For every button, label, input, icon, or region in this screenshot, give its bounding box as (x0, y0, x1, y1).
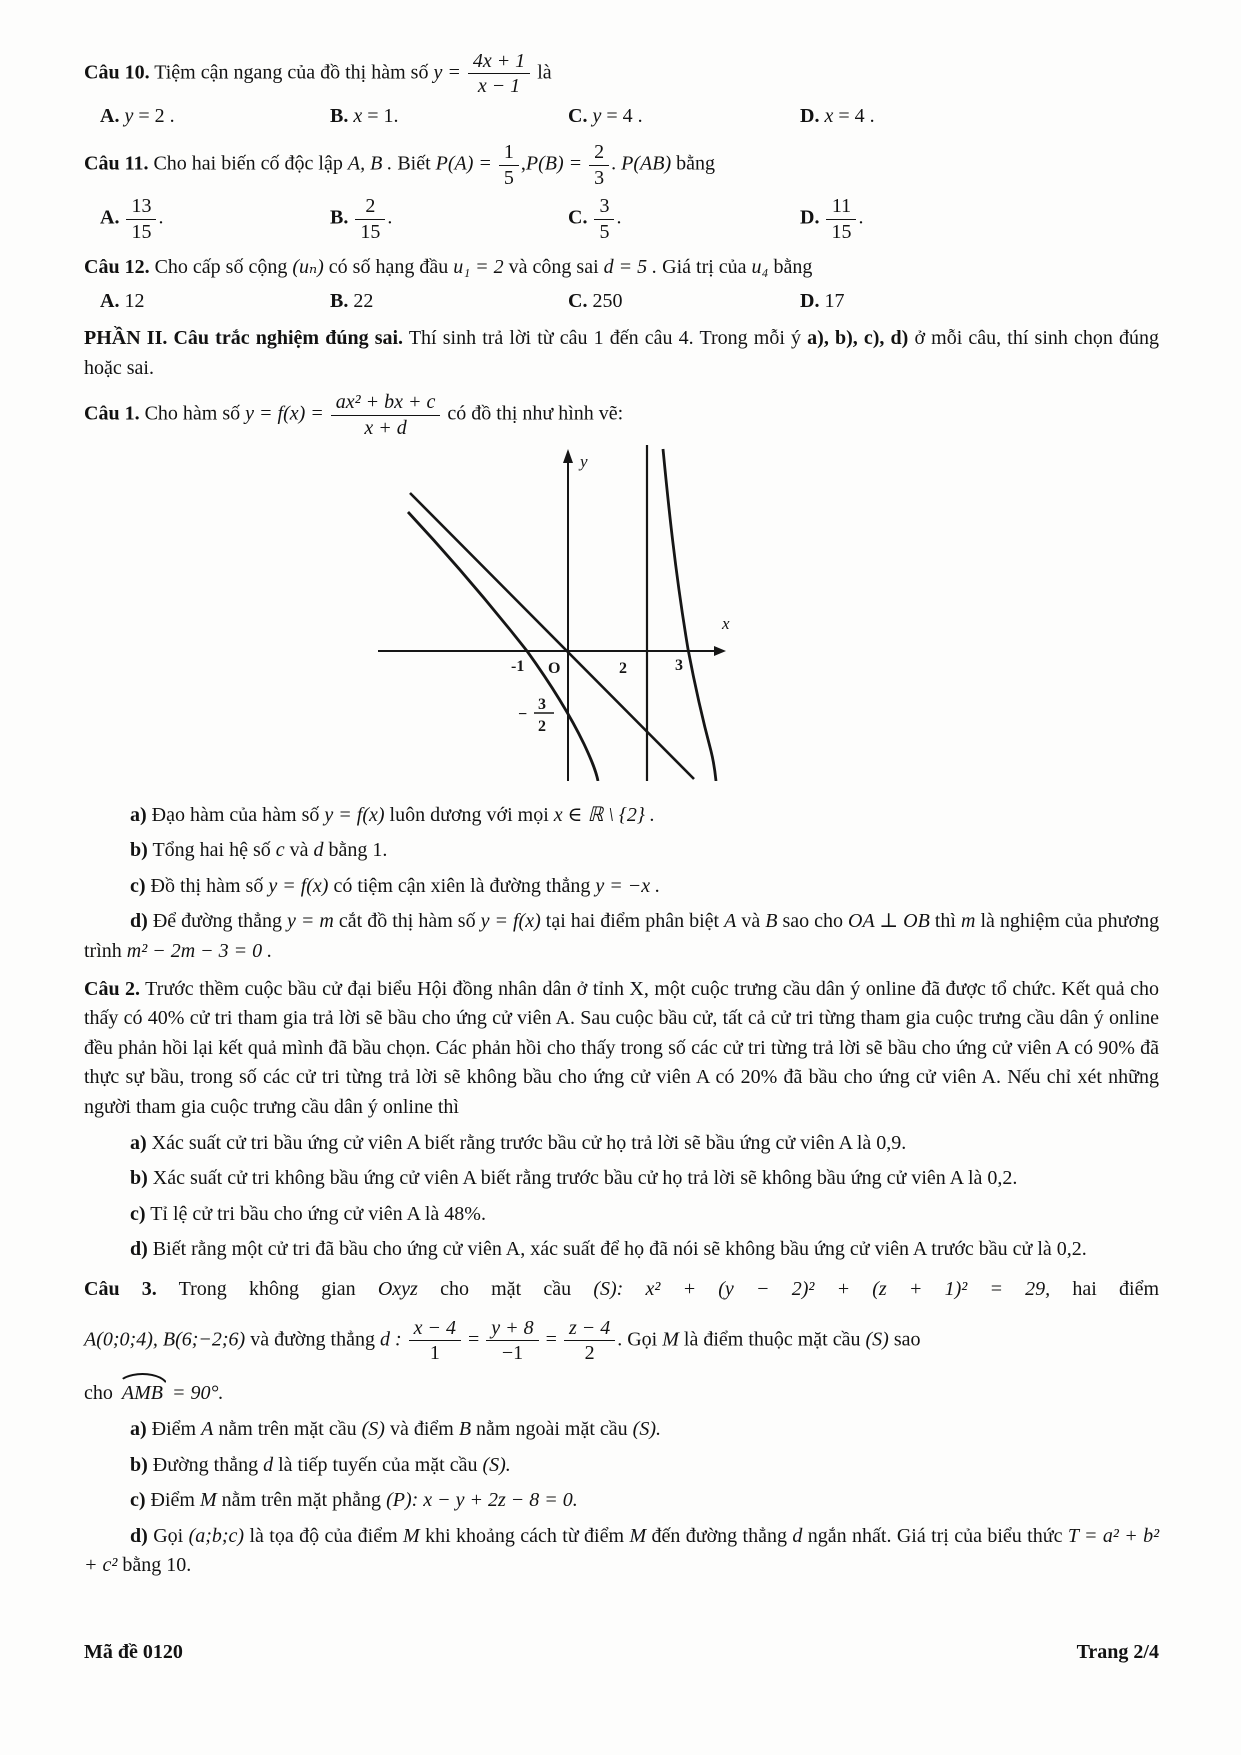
fraction-numerator: 2 (355, 195, 385, 219)
item-math: A (201, 1417, 214, 1440)
option-letter: B. (330, 206, 349, 229)
option-c (568, 287, 800, 317)
question-10 (84, 50, 1159, 98)
part2-question-1 (84, 391, 1159, 439)
period: . (387, 206, 393, 229)
math-fraction (562, 1317, 617, 1365)
fraction-denominator: 3 (594, 166, 605, 189)
fraction-denominator: 5 (599, 220, 610, 243)
part2-heading-bold: PHẦN II. Câu trắc nghiệm đúng sai. (84, 327, 404, 350)
y-axis-label: y (580, 452, 588, 472)
math-fraction (484, 1317, 540, 1365)
p2q1-text-2: có đồ thị như hình vẽ: (447, 402, 624, 425)
p2q1-item-b (84, 836, 1159, 866)
item-text: đến đường thẳng (651, 1524, 787, 1547)
question-12-label: Câu 12. (84, 255, 150, 278)
q10-text-1: Tiệm cận ngang của đồ thị hàm số (154, 61, 429, 84)
math-fraction (329, 391, 443, 439)
item-text: thì (934, 910, 956, 933)
item-text: ngắn nhất. Giá trị của biểu thức (807, 1524, 1063, 1547)
q12-math-4: u₄ (751, 255, 769, 278)
slant-asymptote-line (410, 493, 694, 779)
item-text: sao cho (782, 910, 844, 933)
p2q1-math-1: y = f(x) = (245, 402, 324, 425)
option-letter: A. (100, 104, 120, 127)
item-math: (S). (482, 1453, 511, 1476)
item-text: Xác suất cử tri không bầu ứng cử viên A biết rằng trước bầu cử họ trả lời sẽ không bầu ứng cử viên A là 0,2. (152, 1167, 1018, 1190)
y-axis-arrow-icon (563, 449, 573, 463)
item-math: d (263, 1453, 274, 1476)
y-tick-fraction-numerator: 3 (538, 696, 546, 714)
item-text: nằm ngoài mặt cầu (476, 1417, 628, 1440)
y-tick-minus-sign: − (518, 706, 528, 724)
item-math: d (792, 1524, 803, 1547)
item-math: (P): x − y + 2z − 8 = 0. (386, 1489, 578, 1512)
option-math: x (353, 104, 363, 127)
q11-text-1: Cho hai biến cố độc lập (153, 152, 343, 175)
fraction-numerator: 1 (499, 141, 519, 165)
item-math: T = a² + b² + c² (84, 1524, 1160, 1577)
fraction-denominator: 5 (503, 166, 514, 189)
item-text: bằng 1. (328, 839, 388, 862)
item-text: nằm trên mặt phẳng (221, 1489, 382, 1512)
item-math: M (199, 1489, 217, 1512)
item-label: c) (130, 874, 146, 897)
item-text: Gọi (153, 1524, 184, 1547)
option-b (330, 102, 568, 132)
fraction-numerator: 13 (126, 195, 156, 219)
p2q3-text-2: cho mặt cầu (440, 1278, 572, 1300)
item-math: M (403, 1524, 420, 1547)
item-text: và điểm (389, 1417, 454, 1440)
period: . (858, 206, 864, 229)
fraction-numerator: 2 (589, 141, 609, 165)
fraction-denominator: x + d (364, 416, 407, 439)
item-math: y = f(x) (324, 803, 385, 826)
period: . (611, 152, 617, 175)
q11-prob-b: P(B) = (525, 152, 583, 175)
p2q2-body: Trước thềm cuộc bầu cử đại biểu Hội đồng nhân dân ở tỉnh X, một cuộc trưng cầu dân ý online đã được tổ chức. Kết quả cho thấy có 40% cử tri tham gia trả lời sẽ bầu cho ứng cử viên A. Sau cuộc bầu cử, tất cả cử tri từng tham gia cuộc trưng cầu dân ý online đều phản hồi lại kết quả mình đã bầu chọn. Các phản hồi cho thấy trong số các cử tri từng trả lời sẽ bầu cho ứng cử viên A có 90% đã thực sự bầu, trong số các cử tri từng trả lời sẽ không bầu cho ứng cử viên A có 20% đã bầu cho ứng cử viên A. Nếu chỉ xét những người tham gia cuộc trưng cầu dân ý online thì (84, 977, 1159, 1119)
item-label: d) (130, 1524, 148, 1547)
question-11 (84, 141, 1159, 189)
option-math: x (824, 104, 834, 127)
option-a (100, 287, 330, 317)
fraction-numerator: 3 (594, 195, 614, 219)
p2q3-math-6: (S) (865, 1328, 889, 1351)
item-text: là tiếp tuyến của mặt cầu (278, 1453, 478, 1476)
item-math: m (961, 910, 976, 933)
p2q1-text-1: Cho hàm số (144, 402, 241, 425)
p2q3-math-5: M (662, 1328, 679, 1351)
item-text: Tỉ lệ cử tri bầu cho ứng cử viên A là 48%. (150, 1202, 486, 1225)
p2q2-item-a (84, 1129, 1159, 1159)
p2q2-item-d (84, 1235, 1159, 1265)
item-math: (a;b;c) (188, 1524, 245, 1547)
option-letter: B. (330, 289, 349, 312)
fraction-denominator: 15 (131, 220, 152, 243)
option-value: 12 (124, 289, 145, 312)
math-fraction (587, 141, 611, 189)
p2q3-text-5: Gọi (627, 1328, 658, 1351)
option-letter: A. (100, 289, 120, 312)
fraction-denominator: 15 (360, 220, 381, 243)
angle-arc-amb: AMB (118, 1376, 167, 1409)
fraction-numerator: x − 4 (409, 1317, 461, 1341)
part2-heading (84, 324, 1159, 383)
option-letter: B. (330, 104, 349, 127)
option-value: 17 (824, 289, 845, 312)
page-footer (84, 1638, 1159, 1668)
q12-text-3: và công sai (508, 255, 599, 278)
fraction-denominator: 15 (831, 220, 852, 243)
question-11-label: Câu 11. (84, 152, 149, 175)
option-letter: A. (100, 206, 120, 229)
option-value: = 4 . (838, 104, 875, 127)
fraction-denominator: 2 (584, 1341, 595, 1364)
option-value: 22 (353, 289, 374, 312)
option-letter: C. (568, 206, 588, 229)
option-c (568, 102, 800, 132)
option-value: = 1. (367, 104, 399, 127)
math-fraction (497, 141, 521, 189)
math-fraction (353, 195, 387, 243)
part2-question-3-line3 (84, 1376, 1159, 1409)
item-text: nằm trên mặt cầu (218, 1417, 357, 1440)
item-label: a) (130, 1417, 147, 1440)
item-text: khi khoảng cách từ điểm (425, 1524, 625, 1547)
item-math: y = m (287, 910, 334, 933)
item-label: a) (130, 803, 147, 826)
option-letter: C. (568, 104, 588, 127)
p2q1-item-d (84, 907, 1159, 966)
item-math: m² − 2m − 3 = 0 . (126, 940, 273, 963)
item-math: OA ⊥ OB (848, 910, 930, 933)
q12-text-5: bằng (773, 255, 813, 278)
p2q3-text-8: cho (84, 1382, 113, 1405)
p2q3-math-1: Oxyz (377, 1278, 418, 1300)
option-value: 250 (592, 289, 623, 312)
option-value: = 4 . (606, 104, 643, 127)
item-math: c (275, 839, 285, 862)
p2q3-item-d (84, 1522, 1159, 1581)
q11-text-3: bằng (676, 152, 716, 175)
q12-math-1: (uₙ) (292, 255, 324, 278)
period: . (158, 206, 164, 229)
item-math: (S). (632, 1417, 661, 1440)
tick-2: 2 (619, 660, 627, 678)
item-text: và (289, 839, 309, 862)
item-text: là nghiệm của phương trình (84, 910, 1160, 963)
fraction-denominator: x − 1 (477, 75, 521, 98)
math-fraction (407, 1317, 463, 1365)
p2q2-label: Câu 2. (84, 977, 141, 1000)
math-fraction (466, 50, 532, 98)
fraction-denominator: 1 (429, 1341, 440, 1364)
math-fraction (824, 195, 858, 243)
item-text: có tiệm cận xiên là đường thẳng (333, 874, 591, 897)
origin-label: O (548, 660, 561, 678)
equals-sign: = (545, 1328, 557, 1351)
item-math: y = f(x) (268, 874, 329, 897)
part2-question-3-line1 (84, 1275, 1159, 1305)
equals-sign: = (468, 1328, 480, 1351)
item-math: A (724, 910, 737, 933)
option-letter: D. (800, 104, 820, 127)
item-label: b) (130, 1167, 148, 1190)
fraction-numerator: y + 8 (486, 1317, 538, 1341)
item-text: và (741, 910, 761, 933)
item-text: là tọa độ của điểm (249, 1524, 398, 1547)
item-text: luôn dương với mọi (389, 803, 549, 826)
period: . (617, 1328, 623, 1351)
item-text: Để đường thẳng (152, 910, 283, 933)
x-axis-arrow-icon (714, 646, 726, 656)
period: . (616, 206, 622, 229)
option-c (568, 195, 800, 243)
exam-code: Mã đề 0120 (84, 1641, 183, 1663)
p2q3-label: Câu 3. (84, 1278, 157, 1300)
p2q3-math-4: d : (379, 1328, 402, 1351)
p2q3-math-3: A(0;0;4), B(6;−2;6) (84, 1328, 246, 1351)
p2q3-item-c (84, 1486, 1159, 1516)
item-text: cắt đồ thị hàm số (338, 910, 476, 933)
option-letter: C. (568, 289, 588, 312)
fraction-denominator: −1 (501, 1341, 524, 1364)
q12-math-2: u₁ = 2 (453, 255, 504, 278)
p2q3-item-b (84, 1451, 1159, 1481)
part2-question-2 (84, 975, 1159, 1123)
p2q3-text-7: sao (893, 1328, 921, 1351)
tick-3: 3 (675, 657, 683, 675)
item-text: Đạo hàm của hàm số (151, 803, 320, 826)
option-value: = 2 . (138, 104, 175, 127)
option-letter: D. (800, 289, 820, 312)
math-fraction (592, 195, 616, 243)
right-branch-curve (663, 449, 716, 781)
p2q3-item-a (84, 1415, 1159, 1445)
p2q1-item-c (84, 872, 1159, 902)
option-d (800, 287, 1159, 317)
item-label: c) (130, 1202, 146, 1225)
p2q3-text-3: hai điểm (1072, 1278, 1160, 1300)
y-tick-fraction-denominator: 2 (538, 718, 546, 736)
fraction-numerator: z − 4 (564, 1317, 615, 1341)
tick-minus-1: -1 (511, 658, 525, 676)
option-b (330, 287, 568, 317)
part2-question-3-line2 (84, 1317, 1159, 1365)
item-text: tại hai điểm phân biệt (545, 910, 720, 933)
item-math: y = −x . (595, 874, 661, 897)
question-11-options (84, 195, 1159, 243)
q11-text-2: Biết (397, 152, 431, 175)
q12-math-3: d = 5 . (603, 255, 658, 278)
p2q1-label: Câu 1. (84, 402, 140, 425)
item-label: c) (130, 1489, 146, 1512)
p2q3-text-1: Trong không gian (178, 1278, 356, 1300)
item-math: d (313, 839, 324, 862)
left-branch-curve (408, 512, 598, 781)
graph-figure (370, 441, 1159, 791)
p2q1-item-a (84, 801, 1159, 831)
q11-math-1: A, B . (347, 152, 393, 175)
fraction-numerator: 4x + 1 (468, 50, 530, 74)
part2-text-2: ở mỗi câu, thí sinh chọn đúng hoặc sai. (84, 327, 1160, 379)
item-text: Xác suất cử tri bầu ứng cử viên A biết rằng trước bầu cử họ trả lời sẽ bầu ứng cử viên A là 0,9. (151, 1131, 907, 1154)
item-label: d) (130, 910, 148, 933)
item-math: B (765, 910, 778, 933)
item-text: Đường thẳng (152, 1453, 259, 1476)
part2-text-1: Thí sinh trả lời từ câu 1 đến câu 4. Trong mỗi ý (408, 327, 802, 350)
option-d (800, 102, 1159, 132)
option-b (330, 195, 568, 243)
question-10-label: Câu 10. (84, 61, 150, 84)
option-math: y (124, 104, 134, 127)
question-12-options (84, 287, 1159, 317)
item-label: b) (130, 839, 148, 862)
question-12 (84, 253, 1159, 283)
q12-text-2: có số hạng đầu (328, 255, 449, 278)
item-math: y = f(x) (480, 910, 541, 933)
p2q3-text-6: là điểm thuộc mặt cầu (683, 1328, 861, 1351)
option-d (800, 195, 1159, 243)
p2q3-math-2: (S): x² + (y − 2)² + (z + 1)² = 29, (593, 1278, 1051, 1300)
item-math: M (629, 1524, 647, 1547)
item-text: Điểm (151, 1417, 197, 1440)
p2q3-text-4: và đường thẳng (250, 1328, 375, 1351)
part2-bold-2: a), b), c), d) (807, 327, 909, 350)
item-label: a) (130, 1131, 147, 1154)
item-math: x ∈ ℝ \ {2} . (553, 803, 655, 826)
item-text: Biết rằng một cử tri đã bầu cho ứng cử viên A, xác suất để họ đã nói sẽ không bầu ứng cử viên A trước bầu cử là 0,2. (152, 1238, 1087, 1261)
option-math: y (592, 104, 602, 127)
q11-prob-ab: P(AB) (621, 152, 672, 175)
q11-prob-a: P(A) = (435, 152, 492, 175)
p2q2-item-b (84, 1164, 1159, 1194)
q10-math-1: y = (433, 61, 461, 84)
item-math: B (458, 1417, 472, 1440)
item-text: Tổng hai hệ số (152, 839, 271, 862)
item-label: b) (130, 1453, 148, 1476)
x-axis-label: x (722, 614, 730, 634)
p2q3-math-7: = 90°. (171, 1382, 224, 1405)
math-fraction (124, 195, 158, 243)
option-a (100, 195, 330, 243)
function-graph (370, 441, 736, 781)
item-text: bằng 10. (122, 1554, 192, 1577)
p2q2-item-c (84, 1200, 1159, 1230)
option-a (100, 102, 330, 132)
q10-text-2: là (537, 61, 552, 84)
q12-text-4: Giá trị của (662, 255, 747, 278)
q12-text-1: Cho cấp số cộng (154, 255, 288, 278)
question-10-options (84, 102, 1159, 132)
fraction-numerator: ax² + bx + c (331, 391, 441, 415)
item-text: Đồ thị hàm số (150, 874, 264, 897)
item-math: (S) (361, 1417, 385, 1440)
item-label: d) (130, 1238, 148, 1261)
fraction-numerator: 11 (826, 195, 856, 219)
comma: , (520, 152, 526, 175)
page-number: Trang 2/4 (1076, 1641, 1159, 1663)
item-text: Điểm (150, 1489, 195, 1512)
option-letter: D. (800, 206, 820, 229)
